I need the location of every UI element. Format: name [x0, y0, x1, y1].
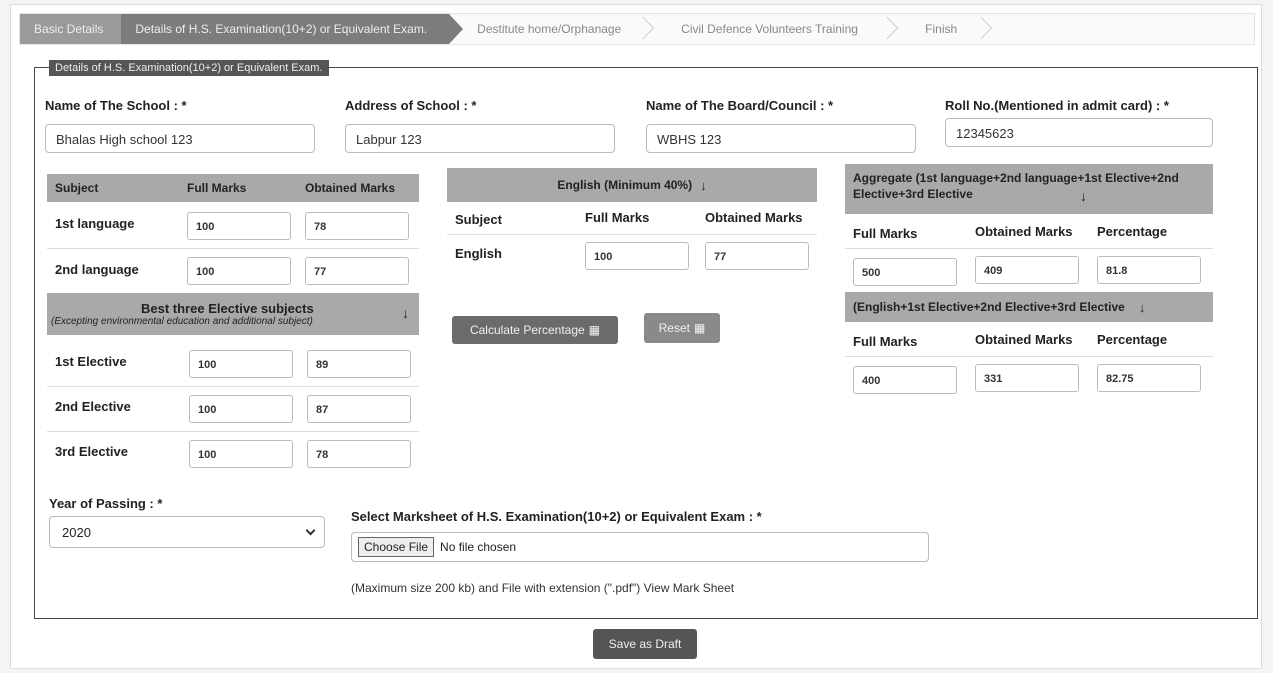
- roll-no-input[interactable]: 12345623: [945, 118, 1213, 147]
- step-basic-details[interactable]: [20, 14, 121, 44]
- step-label: Civil Defence Volunteers Training: [681, 22, 858, 36]
- step-label: Details of H.S. Examination(10+2) or Equivalent Exam.: [135, 22, 428, 36]
- hs-details-fieldset: [34, 62, 1258, 619]
- aggregate1-header-obtained: Obtained Marks: [975, 224, 1073, 239]
- row-divider: [447, 234, 817, 235]
- step-label: Basic Details: [34, 22, 104, 36]
- school-name-input[interactable]: Bhalas High school 123: [45, 124, 315, 153]
- step-label: Finish: [925, 22, 958, 36]
- row-2nd-language-label: 2nd language: [55, 262, 139, 277]
- row-3rd-elective-label: 3rd Elective: [55, 444, 128, 459]
- english-header-full: Full Marks: [585, 210, 650, 225]
- chevron-right-icon: [632, 17, 655, 40]
- reset-button[interactable]: [644, 313, 720, 343]
- aggregate1-full-output: 500: [853, 258, 957, 286]
- school-address-input[interactable]: Labpur 123: [345, 124, 615, 153]
- header-full-marks: Full Marks: [187, 181, 247, 195]
- down-arrow-icon: ↓: [402, 305, 409, 321]
- step-finish[interactable]: [911, 14, 991, 44]
- elective-note: (Excepting environmental education and additional subject): [51, 316, 313, 327]
- calculator-icon: ▦: [694, 321, 706, 335]
- aggregate2-full-output: 400: [853, 366, 957, 394]
- 2nd-language-obtained-input[interactable]: 77: [305, 257, 409, 285]
- english-header-subject: Subject: [455, 212, 502, 227]
- row-1st-language-label: 1st language: [55, 216, 135, 231]
- save-draft-label: Save as Draft: [608, 637, 682, 651]
- wizard-steps: [19, 13, 1255, 45]
- 3rd-elective-full-input[interactable]: 100: [189, 440, 293, 468]
- board-label: Name of The Board/Council : *: [646, 98, 834, 113]
- aggregate2-obtained-output: 331: [975, 364, 1079, 392]
- english-title: English (Minimum 40%): [557, 178, 693, 192]
- fieldset-legend: Details of H.S. Examination(10+2) or Equivalent Exam.: [49, 60, 329, 76]
- calculate-percentage-button[interactable]: [452, 316, 618, 344]
- row-divider: [845, 248, 1213, 249]
- aggregate1-header-full: Full Marks: [853, 226, 918, 241]
- aggregate1-header-percentage: Percentage: [1097, 224, 1168, 239]
- down-arrow-icon: ↓: [1080, 188, 1087, 204]
- aggregate1-header: [845, 164, 1213, 214]
- year-label: Year of Passing : *: [49, 496, 163, 511]
- choose-file-button[interactable]: Choose File: [358, 537, 434, 557]
- chevron-down-icon: [306, 526, 316, 536]
- board-input[interactable]: WBHS 123: [646, 124, 916, 153]
- 2nd-elective-obtained-input[interactable]: 87: [307, 395, 411, 423]
- aggregate2-header-obtained: Obtained Marks: [975, 332, 1073, 347]
- row-divider: [47, 431, 419, 432]
- school-name-label: Name of The School : *: [45, 98, 187, 113]
- 2nd-language-full-input[interactable]: 100: [187, 257, 291, 285]
- step-hs-details[interactable]: [121, 14, 449, 44]
- year-select[interactable]: [49, 516, 325, 548]
- english-subject-label: English: [455, 246, 502, 261]
- elective-title: Best three Elective subjects: [141, 301, 314, 316]
- down-arrow-icon: ↓: [1138, 299, 1146, 315]
- chevron-right-icon: [970, 17, 993, 40]
- english-header: [447, 168, 817, 202]
- marksheet-note: (Maximum size 200 kb) and File with extension (".pdf") View Mark Sheet: [351, 581, 735, 595]
- 1st-language-full-input[interactable]: 100: [187, 212, 291, 240]
- row-2nd-elective-label: 2nd Elective: [55, 399, 131, 414]
- aggregate2-percentage-output: 82.75: [1097, 364, 1201, 392]
- header-subject: Subject: [55, 181, 99, 195]
- marks-table-header: [47, 174, 419, 202]
- reset-label: Reset: [658, 321, 690, 335]
- aggregate2-header-full: Full Marks: [853, 334, 918, 349]
- school-address-label: Address of School : *: [345, 98, 477, 113]
- calculator-icon: ▦: [588, 323, 601, 337]
- english-full-input[interactable]: 100: [585, 242, 689, 270]
- roll-no-label: Roll No.(Mentioned in admit card) : *: [945, 98, 1169, 113]
- step-label: Destitute home/Orphanage: [477, 22, 622, 36]
- 3rd-elective-obtained-input[interactable]: 78: [307, 440, 411, 468]
- row-divider: [47, 386, 419, 387]
- 1st-elective-obtained-input[interactable]: 89: [307, 350, 411, 378]
- header-obtained-marks: Obtained Marks: [305, 181, 396, 195]
- year-value: 2020: [62, 525, 91, 540]
- row-divider: [47, 248, 419, 249]
- aggregate2-header-percentage: Percentage: [1097, 332, 1168, 347]
- row-1st-elective-label: 1st Elective: [55, 354, 127, 369]
- page-container: [10, 4, 1262, 669]
- aggregate2-title: (English+1st Elective+2nd Elective+3rd Elective: [853, 300, 1125, 314]
- row-divider: [845, 356, 1213, 357]
- aggregate1-title: Aggregate (1st language+2nd language+1st Elective+2nd Elective+3rd Elective: [853, 171, 1179, 201]
- marksheet-label: Select Marksheet of H.S. Examination(10+2) or Equivalent Exam : *: [351, 509, 762, 524]
- english-header-obtained: Obtained Marks: [705, 210, 803, 225]
- english-obtained-input[interactable]: 77: [705, 242, 809, 270]
- calculate-label: Calculate Percentage: [469, 323, 585, 337]
- aggregate2-header: [845, 292, 1213, 322]
- aggregate1-obtained-output: 409: [975, 256, 1079, 284]
- down-arrow-icon: ↓: [700, 177, 707, 193]
- step-civil-defence[interactable]: [667, 14, 897, 44]
- elective-header: [47, 293, 419, 335]
- 1st-language-obtained-input[interactable]: 78: [305, 212, 409, 240]
- step-destitute-home[interactable]: [463, 14, 653, 44]
- chevron-right-icon: [876, 17, 899, 40]
- 1st-elective-full-input[interactable]: 100: [189, 350, 293, 378]
- aggregate1-percentage-output: 81.8: [1097, 256, 1201, 284]
- save-as-draft-button[interactable]: [593, 629, 697, 659]
- marksheet-file-input[interactable]: [351, 532, 929, 562]
- 2nd-elective-full-input[interactable]: 100: [189, 395, 293, 423]
- file-status: No file chosen: [440, 540, 517, 554]
